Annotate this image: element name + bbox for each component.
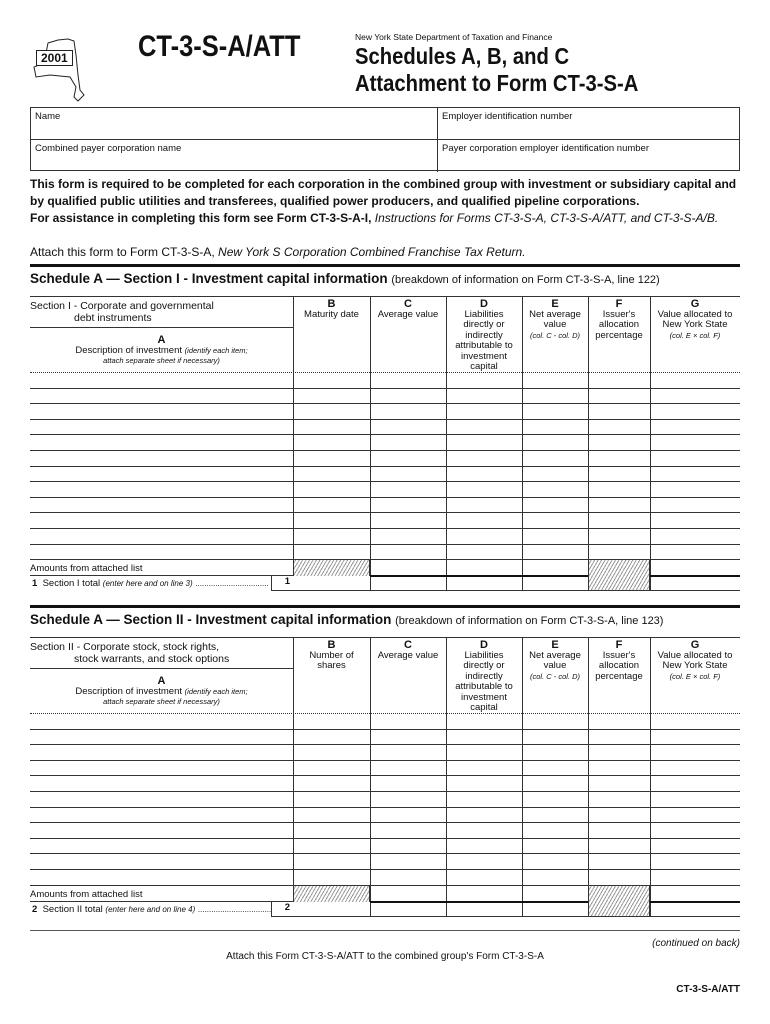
line-number-box: 1 <box>271 576 293 591</box>
form-number: CT-3-S-A/ATT <box>138 30 301 63</box>
column-header-e: E Net average value (col. C - col. D) <box>529 639 581 681</box>
amounts-label: Amounts from attached list <box>30 563 143 575</box>
line-number-box: 2 <box>271 902 293 917</box>
requirement-text: This form is required to be completed for each corporation in the combined group with investment or subsidiary capital and by qualified public utilities and transferees, qualified power producers, and qualified pipeline corporations. <box>30 177 737 208</box>
total-rule <box>370 901 588 903</box>
tax-year: 2001 <box>36 50 73 66</box>
footer-form-number: CT-3-S-A/ATT <box>676 984 740 995</box>
column-divider <box>370 638 371 917</box>
column-divider <box>370 297 371 591</box>
column-header-d: D Liabilities directly or indirectly attributable to investment capital <box>455 298 513 372</box>
section-title: Schedule A — Section II - Investment capital information (breakdown of information on Form CT-3-S-A, line 123) <box>30 612 664 627</box>
amounts-label: Amounts from attached list <box>30 888 143 900</box>
assistance-prefix: For assistance in completing this form see Form CT-3-S-A-I, <box>30 211 375 225</box>
column-header-b: B Maturity date <box>304 298 359 320</box>
table-row[interactable] <box>30 419 740 420</box>
amounts-underline <box>30 575 293 576</box>
column-header-b: B Number of shares <box>309 639 354 671</box>
column-divider <box>588 297 589 591</box>
section-label: Section II - Corporate stock, stock rights, stock warrants, and stock options <box>30 641 230 665</box>
table-row[interactable] <box>30 434 740 435</box>
section-title: Schedule A — Section I - Investment capital information (breakdown of information on Form CT-3-S-A, line 122) <box>30 271 660 286</box>
column-header-e: E Net average value (col. C - col. D) <box>529 298 581 340</box>
assistance-text <box>30 210 745 227</box>
attach-prefix: Attach this form to Form CT-3-S-A, <box>30 245 219 259</box>
table-row[interactable] <box>30 481 740 482</box>
department-name: New York State Department of Taxation and Finance <box>355 32 553 42</box>
table-row[interactable] <box>30 729 740 730</box>
form-title: Schedules A, B, and C <box>355 43 570 69</box>
shaded-cell <box>293 560 370 576</box>
table-row[interactable] <box>30 528 740 529</box>
schedule-table <box>30 296 740 590</box>
table-row[interactable] <box>30 791 740 792</box>
column-divider <box>293 297 294 576</box>
section-divider <box>30 264 740 267</box>
column-divider <box>446 297 447 591</box>
table-row[interactable] <box>30 744 740 745</box>
section-divider <box>30 605 740 608</box>
header-divider <box>30 327 293 328</box>
table-row[interactable] <box>30 760 740 761</box>
column-header-g: G Value allocated to New York State (col. E × col. F) <box>657 639 733 681</box>
amounts-underline <box>30 901 293 902</box>
section-note: (breakdown of information on Form CT-3-S-A, line 123) <box>395 615 664 627</box>
payer-name-field[interactable] <box>31 140 438 172</box>
instructions-reference: Instructions for Forms CT-3-S-A, CT-3-S-A/ATT, and CT-3-S-A/B. <box>374 211 719 225</box>
table-row[interactable] <box>30 512 740 513</box>
form-subtitle: Attachment to Form CT-3-S-A <box>355 70 639 96</box>
column-divider <box>650 297 651 591</box>
table-row[interactable] <box>30 853 740 854</box>
table-row[interactable] <box>30 466 740 467</box>
divider <box>30 930 740 931</box>
header-bottom <box>30 713 740 714</box>
column-a-header: A Description of investment (identify each item; attach separate sheet if necessary) <box>75 675 248 706</box>
column-divider <box>588 638 589 917</box>
section-note: (breakdown of information on Form CT-3-S-A, line 122) <box>391 274 660 286</box>
total-label: 1 Section I total (enter here and on line 3) ................................. <box>32 578 269 590</box>
column-header-f: F Issuer's allocation percentage <box>595 298 643 341</box>
table-row[interactable] <box>30 822 740 823</box>
column-header-d: D Liabilities directly or indirectly attributable to investment capital <box>455 639 513 713</box>
payer-ein-field[interactable] <box>438 140 739 172</box>
shaded-cell <box>293 886 370 902</box>
name-label: Name <box>35 111 61 122</box>
total-row[interactable] <box>293 916 740 917</box>
attach-instruction: Attach this Form CT-3-S-A/ATT to the combined group's Form CT-3-S-A <box>226 951 544 962</box>
taxpayer-info-box <box>30 107 740 171</box>
table-row[interactable] <box>30 838 740 839</box>
total-rule <box>370 575 588 577</box>
table-row[interactable] <box>30 450 740 451</box>
table-row[interactable] <box>30 544 740 545</box>
return-name: New York S Corporation Combined Franchise Tax Return. <box>218 245 526 259</box>
column-header-f: F Issuer's allocation percentage <box>595 639 643 682</box>
table-row[interactable] <box>30 388 740 389</box>
shaded-cell <box>588 886 650 917</box>
attach-text <box>30 244 745 261</box>
section-label: Section I - Corporate and governmental debt instruments <box>30 300 214 324</box>
column-a-header: A Description of investment (identify each item; attach separate sheet if necessary) <box>75 334 248 365</box>
table-row[interactable] <box>30 403 740 404</box>
ein-label: Employer identification number <box>442 111 573 122</box>
name-field[interactable] <box>31 108 438 140</box>
column-divider <box>522 638 523 917</box>
total-label: 2 Section II total (enter here and on line 4) ................................. <box>32 903 272 915</box>
continued-note: (continued on back) <box>652 938 740 949</box>
payer-ein-label: Payer corporation employer identification number <box>442 143 649 154</box>
column-divider <box>522 297 523 591</box>
header-divider <box>30 668 293 669</box>
column-header-c: C Average value <box>377 639 439 661</box>
ein-field[interactable] <box>438 108 739 140</box>
total-rule <box>650 575 740 577</box>
column-header-g: G Value allocated to New York State (col. E × col. F) <box>657 298 733 340</box>
new-york-state-map-icon <box>30 35 90 105</box>
total-rule <box>650 901 740 903</box>
shaded-cell <box>588 560 650 591</box>
table-row[interactable] <box>30 775 740 776</box>
total-row[interactable] <box>293 590 740 591</box>
table-row[interactable] <box>30 807 740 808</box>
header-bottom <box>30 372 740 373</box>
table-row[interactable] <box>30 869 740 870</box>
column-divider <box>293 638 294 902</box>
column-header-c: C Average value <box>377 298 439 320</box>
column-divider <box>446 638 447 917</box>
schedule-table <box>30 637 740 916</box>
column-divider <box>650 638 651 917</box>
payer-name-label: Combined payer corporation name <box>35 143 182 154</box>
table-row[interactable] <box>30 497 740 498</box>
